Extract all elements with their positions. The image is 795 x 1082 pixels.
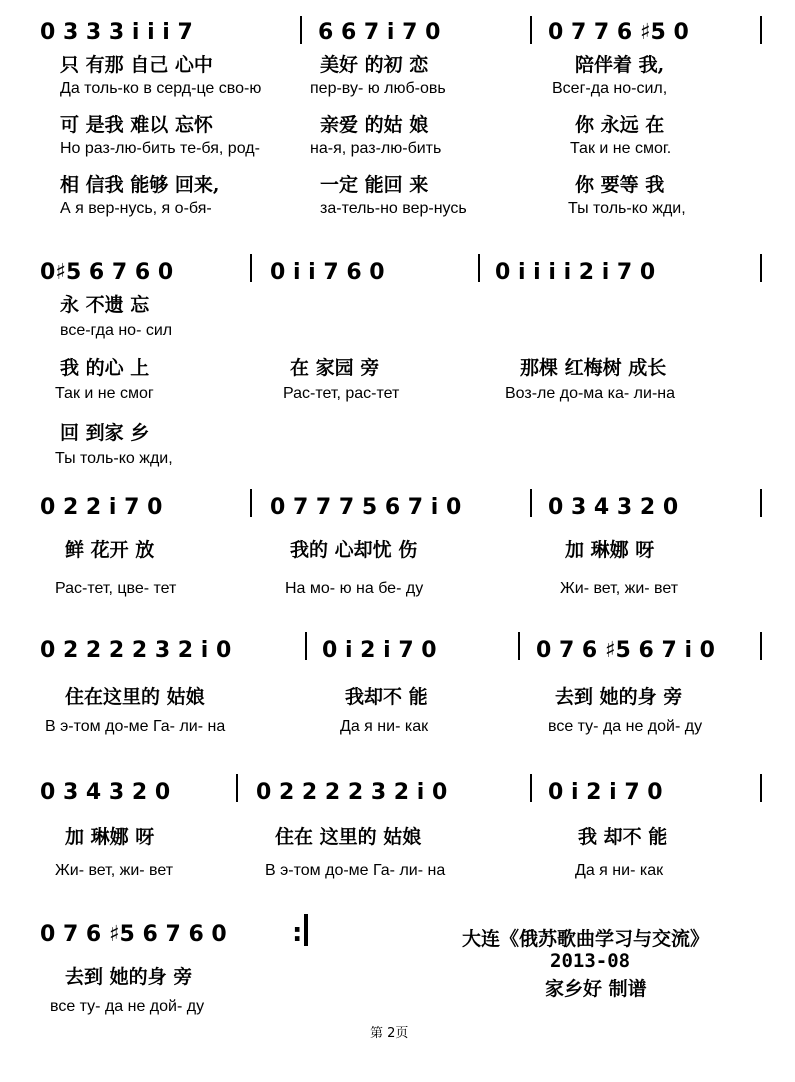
measure-notes: 0 7 6 ♯5 6 7 i 0 [536, 638, 715, 663]
lyric-cn: 永 不遗 忘 [60, 294, 150, 316]
measure-notes: 0 2 2 2 2 3 2 i 0 [40, 638, 232, 663]
credit-arranger: 家乡好 制谱 [545, 978, 647, 1000]
barline [300, 16, 302, 44]
lyric-cn: 加 琳娜 呀 [65, 826, 155, 848]
lyric-cn: 在 家园 旁 [290, 357, 380, 379]
measure-notes: 0 3 4 3 2 0 [548, 495, 679, 520]
lyric-cn: 回 到家 乡 [60, 422, 150, 444]
lyric-ru: Жи- вет, жи- вет [560, 580, 679, 597]
lyric-cn: 住在这里的 姑娘 [65, 686, 205, 708]
lyric-ru: все ту- да не дой- ду [50, 998, 205, 1015]
lyric-ru: на-я, раз-лю-бить [310, 140, 442, 157]
lyric-cn: 你 要等 我 [575, 174, 665, 196]
lyric-ru: Так и не смог. [570, 140, 672, 157]
lyric-ru: Да толь-ко в серд-це сво-ю [60, 80, 262, 97]
measure-notes: 0 7 7 6 ♯5 0 [548, 20, 689, 45]
lyric-ru: Рас-тет, рас-тет [283, 385, 400, 402]
end-repeat-barline [304, 914, 308, 946]
lyric-ru: Но раз-лю-бить те-бя, род- [60, 140, 260, 157]
measure-notes: 0 i 2 i 7 0 [322, 638, 437, 663]
lyric-ru: за-тель-но вер-нусь [320, 200, 467, 217]
page-number: 第 2页 [370, 1026, 409, 1041]
lyric-ru: Да я ни- как [575, 862, 664, 879]
barline [760, 489, 762, 517]
barline [530, 774, 532, 802]
lyric-cn: 可 是我 难以 忘怀 [60, 114, 213, 136]
lyric-cn: 我 却不 能 [578, 826, 668, 848]
lyric-ru: пер-ву- ю люб-овь [310, 80, 446, 97]
lyric-cn: 只 有那 自己 心中 [60, 54, 213, 76]
lyric-cn: 一定 能回 来 [320, 174, 429, 196]
lyric-cn: 我却不 能 [345, 686, 428, 708]
barline [478, 254, 480, 282]
lyric-cn: 住在 这里的 姑娘 [275, 826, 422, 848]
lyric-ru: Да я ни- как [340, 718, 429, 735]
credit-source: 大连《俄苏歌曲学习与交流》 [462, 928, 710, 950]
lyric-cn: 美好 的初 恋 [320, 54, 429, 76]
measure-notes: 0 i 2 i 7 0 [548, 780, 663, 805]
barline [236, 774, 238, 802]
barline [250, 254, 252, 282]
lyric-ru: А я вер-нусь, я о-бя- [60, 200, 212, 217]
lyric-ru: Всег-да но-сил, [552, 80, 668, 97]
measure-notes: 0 7 6 ♯5 6 7 6 0 [40, 922, 227, 947]
lyric-cn: 相 信我 能够 回来, [60, 174, 220, 196]
barline [530, 16, 532, 44]
barline [760, 774, 762, 802]
lyric-cn: 我 的心 上 [60, 357, 150, 379]
lyric-cn: 你 永远 在 [575, 114, 665, 136]
lyric-ru: Ты толь-ко жди, [568, 200, 686, 217]
lyric-ru: все ту- да не дой- ду [548, 718, 703, 735]
lyric-ru: Воз-ле до-ма ка- ли-на [505, 385, 675, 402]
credit-date: 2013-08 [550, 950, 631, 972]
lyric-ru: Так и не смог [55, 385, 154, 402]
lyric-ru: Жи- вет, жи- вет [55, 862, 174, 879]
barline [518, 632, 520, 660]
barline [250, 489, 252, 517]
lyric-cn: 鲜 花开 放 [65, 539, 155, 561]
measure-notes: 0♯5 6 7 6 0 [40, 260, 174, 285]
barline [760, 16, 762, 44]
lyric-cn: 我的 心却忧 伤 [290, 539, 418, 561]
lyric-cn: 陪伴着 我, [575, 54, 665, 76]
lyric-cn: 加 琳娜 呀 [565, 539, 655, 561]
measure-notes: 6 6 7 i 7 0 [318, 20, 441, 45]
lyric-cn: 去到 她的身 旁 [65, 966, 193, 988]
lyric-ru: Рас-тет, цве- тет [55, 580, 177, 597]
lyric-cn: 那棵 红梅树 成长 [520, 357, 667, 379]
lyric-ru: все-гда но- сил [60, 322, 173, 339]
measure-notes: 0 7 7 7 5 6 7 i 0 [270, 495, 462, 520]
measure-notes: 0 2 2 i 7 0 [40, 495, 163, 520]
lyric-cn: 去到 她的身 旁 [555, 686, 683, 708]
lyric-ru: Ты толь-ко жди, [55, 450, 173, 467]
measure-notes: 0 2 2 2 2 3 2 i 0 [256, 780, 448, 805]
barline [305, 632, 307, 660]
lyric-ru: В э-том до-ме Га- ли- на [45, 718, 226, 735]
lyric-ru: В э-том до-ме Га- ли- на [265, 862, 446, 879]
barline [760, 254, 762, 282]
lyric-cn: 亲爱 的姑 娘 [320, 114, 429, 136]
measure-notes: 0 3 4 3 2 0 [40, 780, 171, 805]
barline [530, 489, 532, 517]
measure-notes: 0 3 3 3 i i i 7 [40, 20, 193, 45]
measure-notes: 0 i i i i 2 i 7 0 [495, 260, 656, 285]
measure-notes: 0 i i 7 6 0 [270, 260, 385, 285]
repeat-dots: : [292, 918, 303, 948]
lyric-ru: На мо- ю на бе- ду [285, 580, 424, 597]
barline [760, 632, 762, 660]
